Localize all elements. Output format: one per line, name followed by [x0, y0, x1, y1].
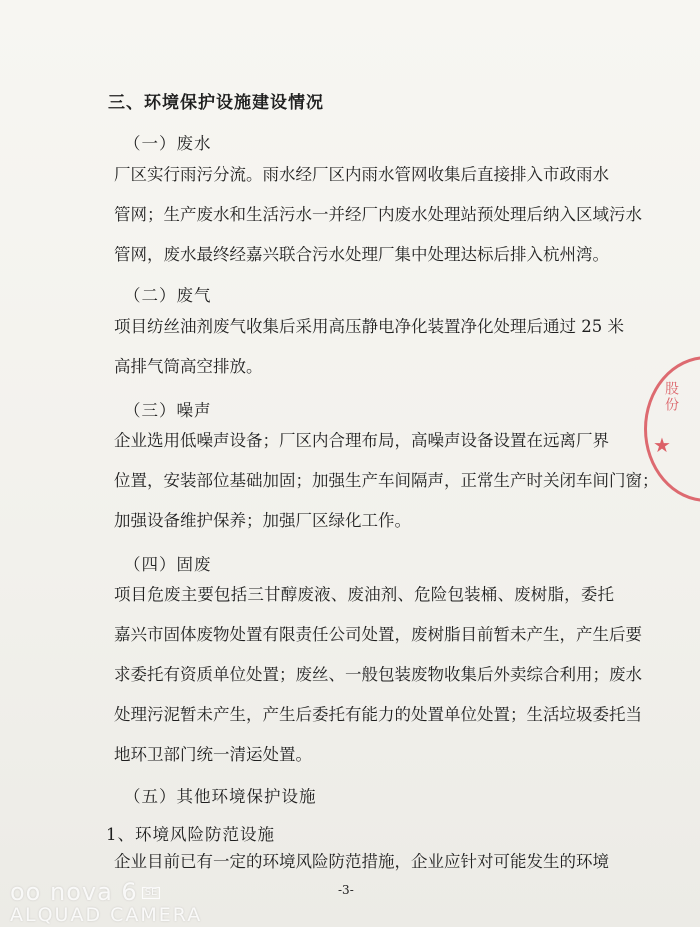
paragraph-line: 地环卫部门统一清运处置。	[114, 745, 312, 764]
paragraph-wastewater	[0, 155, 700, 275]
camera-watermark-logo: oo nova 6	[10, 878, 138, 906]
paragraph-line: 厂区实行雨污分流。雨水经厂区内雨水管网收集后直接排入市政雨水	[114, 165, 609, 184]
subsection-heading-noise: （三）噪声	[124, 401, 212, 420]
page-number: -3-	[338, 883, 354, 897]
paragraph-line: 项目危废主要包括三甘醇废液、废油剂、危险包装桶、废树脂，委托	[114, 585, 614, 604]
paragraph-line: 项目纺丝油剂废气收集后采用高压静电净化装置净化处理后通过 25 米	[114, 317, 624, 336]
paragraph-exhaust	[0, 307, 700, 387]
paragraph-line: 高排气筒高空排放。	[114, 357, 263, 376]
camera-watermark-badge: SE	[142, 887, 161, 899]
subsection-heading-exhaust: （二）废气	[124, 286, 212, 305]
paragraph-line: 企业目前已有一定的环境风险防范措施，企业应针对可能发生的环境	[114, 852, 609, 871]
subsection-heading-wastewater: （一）废水	[124, 134, 212, 153]
camera-watermark-subtitle: ALQUAD CAMERA	[10, 904, 203, 926]
paragraph-line: 位置，安装部位基础加固；加强生产车间隔声，正常生产时关闭车间门窗；	[114, 471, 659, 490]
paragraph-line: 嘉兴市固体废物处置有限责任公司处置，废树脂目前暂未产生，产生后要	[114, 625, 642, 644]
paragraph-line: 企业选用低噪声设备；厂区内合理布局，高噪声设备设置在远离厂界	[114, 431, 609, 450]
paragraph-line: 处理污泥暂未产生，产生后委托有能力的处置单位处置；生活垃圾委托当	[114, 705, 642, 724]
paragraph-noise	[0, 421, 700, 541]
paragraph-line: 加强设备维护保养；加强厂区绿化工作。	[114, 511, 411, 530]
paragraph-risk-prevention	[0, 842, 700, 882]
subsection-heading-solid-waste: （四）固废	[124, 555, 212, 574]
section-title: 三、环境保护设施建设情况	[108, 93, 324, 113]
stamp-star-icon: ★	[653, 433, 671, 457]
paragraph-line: 求委托有资质单位处置；废丝、一般包装废物收集后外卖综合利用；废水	[114, 665, 642, 684]
subsection-heading-other: （五）其他环境保护设施	[124, 787, 317, 806]
paragraph-solid-waste	[0, 575, 700, 775]
stamp-text: 股份	[663, 381, 679, 413]
camera-watermark	[10, 880, 202, 925]
paragraph-line: 管网，废水最终经嘉兴联合污水处理厂集中处理达标后排入杭州湾。	[114, 245, 609, 264]
paragraph-line: 管网；生产废水和生活污水一并经厂内废水处理站预处理后纳入区域污水	[114, 205, 642, 224]
subsection-heading-risk-prevention: 1、环境风险防范设施	[106, 825, 275, 844]
